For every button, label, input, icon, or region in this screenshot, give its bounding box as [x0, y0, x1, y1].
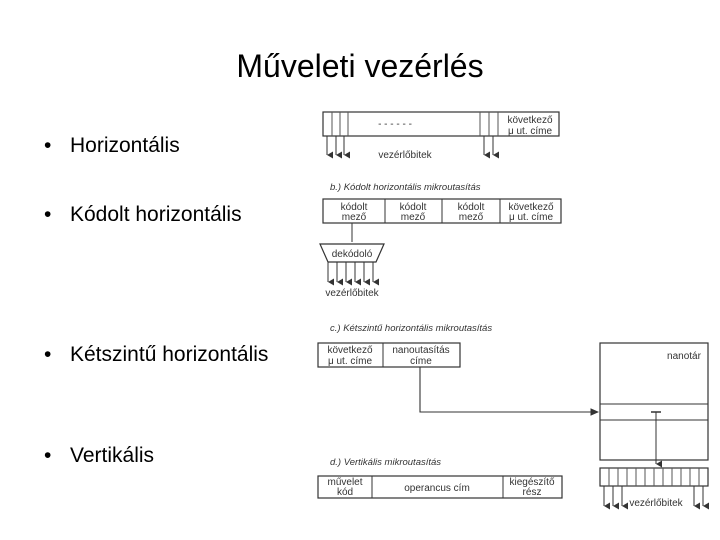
bullet-dot: •: [44, 343, 52, 366]
coded-field-line2: mező: [458, 212, 484, 223]
next-address-line1: következő: [327, 345, 373, 356]
coded-field-line1: kódolt: [457, 202, 485, 213]
vertical-caption: d.) Vertikális mikroutasítás: [330, 457, 442, 468]
opcode-line2: kód: [336, 487, 354, 498]
nano-address-arrow: [420, 367, 598, 412]
coded-field-line1: kódolt: [399, 202, 427, 213]
control-bits-label: vezérlőbitek: [629, 498, 683, 509]
next-address-label-line2: μ ut. címe: [507, 126, 553, 137]
bullet-dot: •: [44, 203, 52, 226]
supplement-line2: rész: [522, 487, 542, 498]
vertical-microinstruction: [318, 457, 562, 498]
operand-label: operancus cím: [404, 483, 470, 494]
bullet-label: Vertikális: [70, 444, 155, 467]
bullet-label: Kétszintű horizontális: [70, 343, 269, 366]
opcode-line1: művelet: [327, 477, 363, 488]
control-bits-label: vezérlőbitek: [325, 288, 379, 299]
coded-field-line2: mező: [400, 212, 426, 223]
horizontal-microinstruction: [323, 112, 559, 161]
dashes-text: - - - - - -: [378, 119, 412, 130]
next-address-line1: következő: [508, 202, 554, 213]
bullet-dot: •: [44, 444, 52, 467]
nano-address-line1: nanoutasítás: [392, 345, 450, 356]
next-address-line2: μ ut. címe: [508, 212, 554, 223]
bullet-label: Horizontális: [70, 134, 180, 157]
control-bits-label: vezérlőbitek: [378, 150, 432, 161]
two-level-caption: c.) Kétszintű horizontális mikroutasítás: [330, 323, 493, 334]
bullet-label: Kódolt horizontális: [70, 203, 242, 226]
decoder-label: dekódoló: [331, 249, 373, 260]
coded-field-line2: mező: [341, 212, 367, 223]
bullet-dot: •: [44, 134, 52, 157]
next-address-line2: μ ut. címe: [327, 356, 373, 367]
coded-horizontal-caption: b.) Kódolt horizontális mikroutasítás: [330, 182, 481, 193]
nano-address-line2: címe: [410, 356, 432, 367]
nanostore-label: nanotár: [667, 351, 701, 362]
slide-title: Műveleti vezérlés: [236, 48, 484, 84]
supplement-line1: kiegészítő: [509, 477, 555, 488]
coded-field-line1: kódolt: [340, 202, 368, 213]
coded-horizontal-microinstruction: [320, 182, 561, 299]
next-address-label-line1: következő: [507, 115, 553, 126]
